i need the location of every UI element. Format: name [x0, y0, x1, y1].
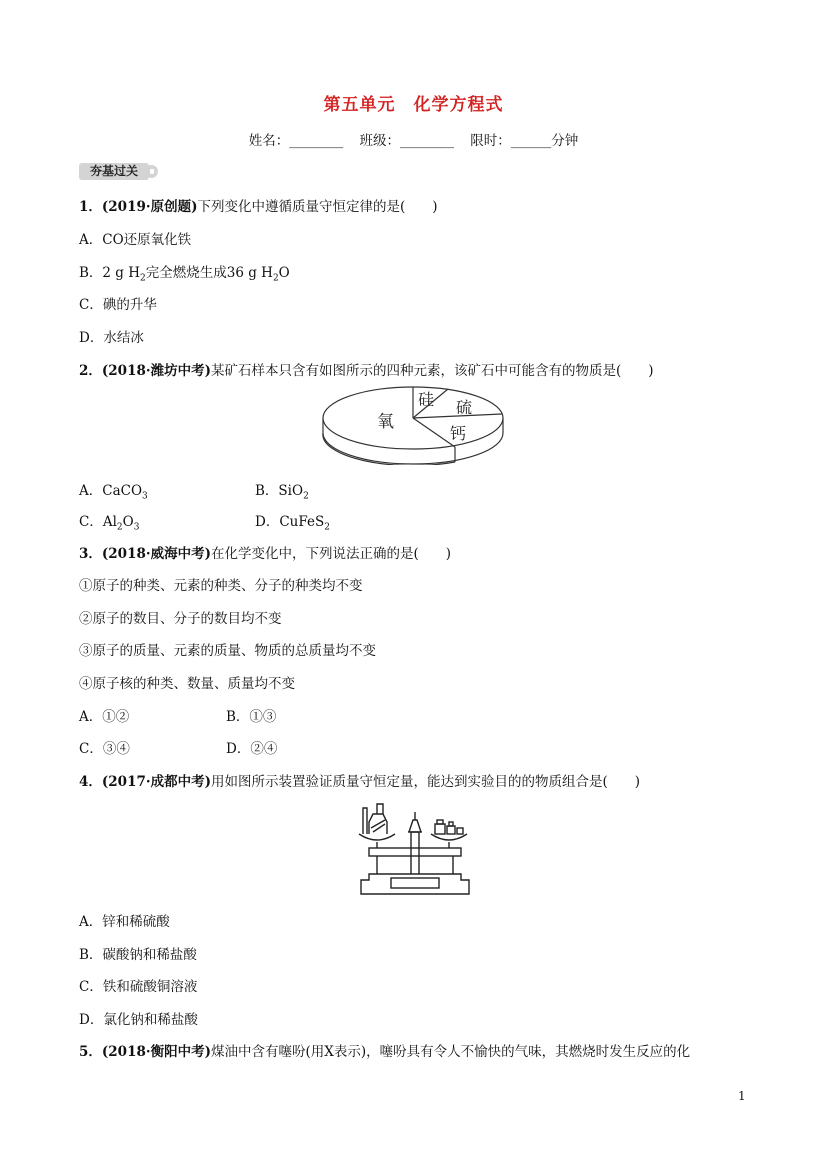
q3-statement-2: ②原子的数目、分子的数目均不变 — [79, 611, 282, 627]
question-5: 5．(2018·衡阳中考)煤油中含有噻吩(用X表示)，噻吩具有令人不愉快的气味，其燃烧时发生反应的化 — [79, 1044, 691, 1060]
q2-option-d: D．CuFeS$_2$ — [255, 514, 330, 533]
section-badge — [79, 163, 157, 180]
q4-option-a: A．锌和稀硫酸 — [79, 914, 170, 930]
q3-statement-3: ③原子的质量、元素的质量、物质的总质量均不变 — [79, 643, 376, 659]
q2-option-a: A．CaCO$_3$ — [79, 483, 148, 502]
name-field: 姓名：________ — [248, 133, 344, 149]
balance-apparatus-diagram — [353, 800, 477, 896]
q3-option-d: D．②④ — [226, 741, 278, 757]
q3-statement-4: ④原子核的种类、数量、质量均不变 — [79, 676, 295, 692]
q3-option-a: A．①② — [79, 709, 130, 725]
q1-option-c: C．碘的升华 — [79, 297, 157, 313]
question-3: 3．(2018·威海中考)在化学变化中，下列说法正确的是( ) — [79, 546, 452, 562]
question-4: 4．(2017·成都中考)用如图所示装置验证质量守恒定量，能达到实验目的的物质组合是( ) — [79, 774, 641, 790]
q2-option-c: C．$Al_2O_3$ — [79, 514, 140, 533]
student-info — [0, 129, 827, 149]
q3-option-c: C．③④ — [79, 741, 130, 757]
pie-label-sulfur: 硫 — [456, 398, 473, 417]
q4-option-d: D．氯化钠和稀盐酸 — [79, 1012, 198, 1028]
pie-label-silicon: 硅 — [418, 390, 435, 409]
time-field: 限时：______分钟 — [470, 133, 579, 149]
q3-option-b: B．①③ — [226, 709, 277, 725]
q1-option-b: B．2 g $H_2$完全燃烧生成36 g $H_2O$ — [79, 265, 290, 284]
q1-option-d: D．水结冰 — [79, 330, 144, 346]
section-badge-label: 夯基过关 — [79, 163, 149, 180]
pie-label-oxygen: 氧 — [377, 412, 394, 432]
question-2: 2．(2018·潍坊中考)某矿石样本只含有如图所示的四种元素，该矿石中可能含有的物质是( ) — [79, 363, 654, 379]
q1-option-a: A．CO还原氧化铁 — [79, 232, 192, 248]
q4-option-c: C．铁和硫酸铜溶液 — [79, 979, 198, 995]
q3-statement-1: ①原子的种类、元素的种类、分子的种类均不变 — [79, 578, 363, 594]
q4-option-b: B．碳酸钠和稀盐酸 — [79, 947, 197, 963]
page-number: 1 — [738, 1089, 746, 1103]
q2-option-b: B．SiO$_2$ — [255, 483, 309, 502]
element-pie-chart — [320, 383, 506, 465]
class-field: 班级：________ — [359, 133, 454, 149]
question-1: 1．(2019·原创题)下列变化中遵循质量守恒定律的是( ) — [79, 199, 438, 215]
pie-label-calcium: 钙 — [450, 424, 467, 443]
page-title: 第五单元 化学方程式 — [323, 95, 504, 115]
